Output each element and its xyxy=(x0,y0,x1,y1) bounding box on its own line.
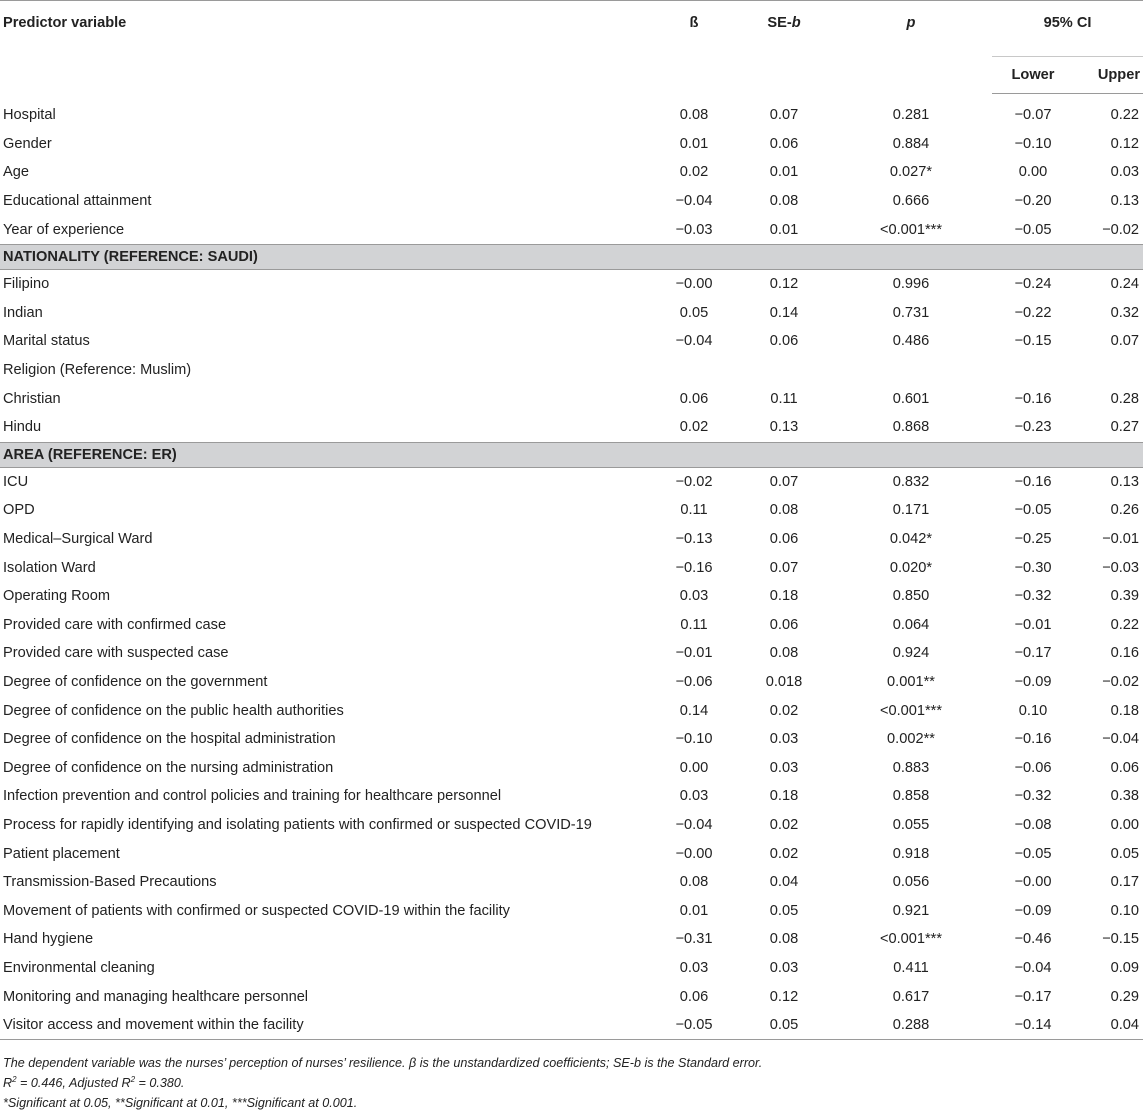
se-cell: 0.02 xyxy=(769,702,799,719)
predictor-cell: Hindu xyxy=(3,419,42,436)
se-cell: 0.18 xyxy=(769,588,799,605)
table-row xyxy=(0,413,1143,442)
ci-lower-cell: −0.20 xyxy=(1014,193,1052,210)
ci-upper-cell: 0.22 xyxy=(1110,616,1140,633)
p-value-cell: 0.883 xyxy=(892,759,930,776)
header-p xyxy=(830,1,992,94)
ci-lower-cell: −0.04 xyxy=(1014,959,1052,976)
ci-lower-cell: −0.10 xyxy=(1014,135,1052,152)
table-note-dependent: The dependent variable was the nurses’ perception of nurses’ resilience. β is the unstandardized coefficients; SE-b is the Standard error. xyxy=(3,1056,763,1070)
ci-lower-cell: −0.32 xyxy=(1014,788,1052,805)
table-row xyxy=(0,158,1143,187)
table-row xyxy=(0,639,1143,668)
predictor-cell: Age xyxy=(3,164,29,181)
ci-upper-cell: 0.27 xyxy=(1110,419,1140,436)
ci-lower-cell: −0.23 xyxy=(1014,419,1052,436)
table-row xyxy=(0,384,1143,413)
r2-end: = 0.380. xyxy=(135,1076,185,1090)
header-se-italic: b xyxy=(791,15,801,31)
ci-lower-cell: −0.22 xyxy=(1014,304,1052,321)
predictor-cell: ICU xyxy=(3,473,29,490)
header-predictor: Predictor variable xyxy=(0,1,650,94)
ci-upper-cell: 0.26 xyxy=(1110,502,1140,519)
table-row xyxy=(0,582,1143,611)
ci-lower-cell xyxy=(992,356,1074,385)
ci-upper-cell: 0.32 xyxy=(1110,304,1140,321)
header-ci: 95% CI xyxy=(992,1,1143,57)
r2-sup-adjusted: 2 xyxy=(130,1074,136,1084)
predictor-cell: Degree of confidence on the nursing administration xyxy=(3,759,334,776)
se-cell: 0.14 xyxy=(769,304,799,321)
ci-upper-cell: 0.16 xyxy=(1110,645,1140,662)
ci-lower-cell: −0.15 xyxy=(1014,333,1052,350)
ci-upper-cell: 0.09 xyxy=(1110,959,1140,976)
ci-upper-cell: 0.18 xyxy=(1110,702,1140,719)
ci-upper-cell: −0.04 xyxy=(1102,731,1140,748)
p-value-cell: <0.001*** xyxy=(879,931,943,948)
ci-upper-cell: 0.12 xyxy=(1110,135,1140,152)
ci-lower-cell: −0.32 xyxy=(1014,588,1052,605)
predictor-cell: Degree of confidence on the hospital administration xyxy=(3,731,336,748)
section-label: NATIONALITY (REFERENCE: SAUDI) xyxy=(0,244,1143,269)
predictor-cell: Filipino xyxy=(3,276,50,293)
table-row xyxy=(0,356,1143,385)
table-row xyxy=(0,868,1143,897)
p-value-cell: 0.666 xyxy=(892,193,930,210)
ci-lower-cell: −0.24 xyxy=(1014,276,1052,293)
beta-cell: 0.14 xyxy=(679,702,709,719)
se-cell: 0.08 xyxy=(769,931,799,948)
predictor-cell: Medical–Surgical Ward xyxy=(3,531,153,548)
predictor-cell: Operating Room xyxy=(3,588,111,605)
p-value-cell: 0.996 xyxy=(892,276,930,293)
predictor-cell: Gender xyxy=(3,135,52,152)
predictor-cell: OPD xyxy=(3,502,35,519)
se-cell: 0.07 xyxy=(769,107,799,124)
ci-lower-cell: 0.10 xyxy=(1018,702,1048,719)
ci-lower-cell: −0.16 xyxy=(1014,390,1052,407)
p-value-cell: 0.042* xyxy=(889,531,933,548)
table-row xyxy=(0,782,1143,811)
ci-upper-cell: 0.07 xyxy=(1110,333,1140,350)
header-lower: Lower xyxy=(992,57,1074,94)
beta-cell: 0.02 xyxy=(679,419,709,436)
predictor-cell: Visitor access and movement within the facility xyxy=(0,1011,650,1040)
p-value-cell: 0.601 xyxy=(892,390,930,407)
beta-cell: 0.03 xyxy=(679,588,709,605)
spacer-cell xyxy=(0,94,1143,102)
header-se-prefix: SE- xyxy=(767,15,792,31)
table-row xyxy=(0,725,1143,754)
beta-cell: 0.06 xyxy=(679,988,709,1005)
table-row xyxy=(0,954,1143,983)
se-cell: 0.03 xyxy=(769,731,799,748)
p-value-cell: 0.064 xyxy=(892,616,930,633)
ci-lower-cell: −0.01 xyxy=(1014,616,1052,633)
se-cell: 0.01 xyxy=(769,221,799,238)
p-value-cell: 0.288 xyxy=(830,1011,992,1040)
beta-cell: −0.04 xyxy=(675,816,713,833)
ci-lower-cell: −0.05 xyxy=(1014,221,1052,238)
ci-lower-cell: −0.07 xyxy=(1014,107,1052,124)
se-cell: 0.03 xyxy=(769,759,799,776)
table-row xyxy=(0,187,1143,216)
ci-upper-cell: 0.17 xyxy=(1110,874,1140,891)
se-cell: 0.07 xyxy=(769,559,799,576)
beta-cell: −0.00 xyxy=(675,845,713,862)
predictor-cell: Process for rapidly identifying and isolating patients with confirmed or suspected COVID-19 xyxy=(3,816,592,833)
ci-lower-cell: −0.16 xyxy=(1014,731,1052,748)
predictor-cell: Educational attainment xyxy=(3,193,152,210)
ci-lower-cell: −0.14 xyxy=(992,1011,1074,1040)
p-value-cell: 0.002** xyxy=(887,731,935,748)
table-note-r2 xyxy=(3,1076,184,1090)
beta-cell: 0.02 xyxy=(679,164,709,181)
ci-lower-cell: −0.17 xyxy=(1014,988,1052,1005)
predictor-cell: Religion (Reference: Muslim) xyxy=(3,362,192,379)
ci-upper-cell: 0.05 xyxy=(1110,845,1140,862)
predictor-cell: Hospital xyxy=(3,107,56,124)
predictor-cell: Monitoring and managing healthcare personnel xyxy=(3,988,309,1005)
beta-cell: 0.03 xyxy=(679,788,709,805)
ci-lower-cell: −0.46 xyxy=(1014,931,1052,948)
table-row xyxy=(0,299,1143,328)
p-value-cell: 0.020* xyxy=(889,559,933,576)
se-cell: 0.018 xyxy=(765,673,803,690)
se-cell: 0.11 xyxy=(770,390,798,407)
table-row xyxy=(0,1011,1143,1040)
ci-upper-cell: 0.38 xyxy=(1110,788,1140,805)
ci-upper-cell: 0.10 xyxy=(1110,902,1140,919)
ci-lower-cell: −0.08 xyxy=(1014,816,1052,833)
table-row xyxy=(0,215,1143,244)
beta-cell: −0.06 xyxy=(675,673,713,690)
p-value-cell xyxy=(830,356,992,385)
ci-lower-cell: −0.25 xyxy=(1014,531,1052,548)
ci-upper-cell: −0.02 xyxy=(1102,673,1140,690)
beta-cell: 0.05 xyxy=(679,304,709,321)
table-row xyxy=(0,269,1143,298)
se-cell: 0.12 xyxy=(769,276,799,293)
p-value-cell: 0.924 xyxy=(892,645,930,662)
ci-upper-cell: 0.13 xyxy=(1110,473,1140,490)
predictor-cell: Movement of patients with confirmed or suspected COVID-19 within the facility xyxy=(3,902,510,919)
section-row xyxy=(0,442,1143,467)
ci-lower-cell: −0.17 xyxy=(1014,645,1052,662)
p-value-cell: 0.411 xyxy=(893,959,929,976)
ci-upper-cell: 0.28 xyxy=(1110,390,1140,407)
predictor-cell: Christian xyxy=(3,390,61,407)
r2-mid: = 0.446, Adjusted R xyxy=(16,1076,131,1090)
predictor-cell: Provided care with confirmed case xyxy=(3,616,227,633)
section-label: AREA (REFERENCE: ER) xyxy=(0,442,1143,467)
ci-upper-cell: 0.00 xyxy=(1110,816,1140,833)
se-cell xyxy=(738,356,830,385)
p-value-cell: 0.868 xyxy=(892,419,930,436)
ci-lower-cell: −0.09 xyxy=(1014,673,1052,690)
beta-cell: −0.31 xyxy=(675,931,713,948)
beta-cell xyxy=(650,356,738,385)
r2-sup: 2 xyxy=(12,1074,17,1084)
p-value-cell: 0.001** xyxy=(887,673,935,690)
ci-upper-cell: 0.24 xyxy=(1110,276,1140,293)
predictor-cell: Degree of confidence on the government xyxy=(3,673,268,690)
se-cell: 0.06 xyxy=(769,333,799,350)
beta-cell: 0.01 xyxy=(679,902,709,919)
header-se xyxy=(738,1,830,94)
header-beta: ß xyxy=(650,1,738,94)
table-body xyxy=(0,94,1143,1040)
se-cell: 0.12 xyxy=(769,988,799,1005)
se-cell: 0.05 xyxy=(769,902,799,919)
ci-upper-cell: −0.15 xyxy=(1102,931,1140,948)
se-cell: 0.13 xyxy=(769,419,799,436)
table-header xyxy=(0,1,1143,94)
table-row xyxy=(0,982,1143,1011)
table-row xyxy=(0,327,1143,356)
ci-lower-cell: −0.00 xyxy=(1014,874,1052,891)
ci-upper-cell: 0.13 xyxy=(1110,193,1140,210)
se-cell: 0.18 xyxy=(769,788,799,805)
section-row xyxy=(0,244,1143,269)
p-value-cell: 0.832 xyxy=(892,473,930,490)
p-value-cell: 0.171 xyxy=(892,502,930,519)
beta-cell: 0.00 xyxy=(679,759,709,776)
p-value-cell: 0.027* xyxy=(889,164,933,181)
table-row xyxy=(0,753,1143,782)
se-cell: 0.06 xyxy=(769,531,799,548)
p-value-cell: 0.486 xyxy=(892,333,930,350)
p-value-cell: 0.850 xyxy=(892,588,930,605)
beta-cell: −0.03 xyxy=(675,221,713,238)
p-value-cell: 0.617 xyxy=(892,988,930,1005)
table-row xyxy=(0,696,1143,725)
table-row xyxy=(0,668,1143,697)
predictor-cell: Environmental cleaning xyxy=(3,959,155,976)
beta-cell: −0.04 xyxy=(675,193,713,210)
beta-cell: 0.11 xyxy=(680,616,708,633)
beta-cell: −0.00 xyxy=(675,276,713,293)
se-cell: 0.08 xyxy=(769,645,799,662)
predictor-cell: Provided care with suspected case xyxy=(3,645,229,662)
ci-lower-cell: 0.00 xyxy=(1018,164,1048,181)
beta-cell: −0.13 xyxy=(675,531,713,548)
ci-upper-cell: 0.29 xyxy=(1110,988,1140,1005)
beta-cell: 0.06 xyxy=(679,390,709,407)
beta-cell: 0.01 xyxy=(679,135,709,152)
ci-upper-cell: 0.22 xyxy=(1110,107,1140,124)
p-value-cell: 0.056 xyxy=(892,874,930,891)
p-value-cell: <0.001*** xyxy=(879,221,943,238)
table-row xyxy=(0,496,1143,525)
p-value-cell: 0.858 xyxy=(892,788,930,805)
p-value-cell: <0.001*** xyxy=(879,702,943,719)
se-cell: 0.04 xyxy=(769,874,799,891)
se-cell: 0.06 xyxy=(769,135,799,152)
se-cell: 0.03 xyxy=(769,959,799,976)
ci-lower-cell: −0.05 xyxy=(1014,502,1052,519)
ci-upper-cell: 0.39 xyxy=(1110,588,1140,605)
beta-cell: 0.08 xyxy=(679,874,709,891)
se-cell: 0.06 xyxy=(769,616,799,633)
ci-upper-cell: 0.03 xyxy=(1110,164,1140,181)
ci-upper-cell: 0.04 xyxy=(1074,1011,1143,1040)
predictor-cell: Hand hygiene xyxy=(3,931,94,948)
table-row xyxy=(0,130,1143,159)
ci-upper-cell: 0.06 xyxy=(1110,759,1140,776)
ci-upper-cell xyxy=(1074,356,1143,385)
predictor-cell: Indian xyxy=(3,304,43,321)
se-cell: 0.02 xyxy=(769,845,799,862)
ci-lower-cell: −0.16 xyxy=(1014,473,1052,490)
predictor-cell: Patient placement xyxy=(3,845,120,862)
ci-lower-cell: −0.06 xyxy=(1014,759,1052,776)
se-cell: 0.07 xyxy=(769,473,799,490)
se-cell: 0.08 xyxy=(769,502,799,519)
ci-lower-cell: −0.30 xyxy=(1014,559,1052,576)
ci-upper-cell: −0.03 xyxy=(1102,559,1140,576)
header-upper: Upper xyxy=(1074,57,1143,94)
predictor-cell: Isolation Ward xyxy=(3,559,96,576)
beta-cell: 0.03 xyxy=(679,959,709,976)
table-row xyxy=(0,839,1143,868)
se-cell: 0.01 xyxy=(769,164,799,181)
predictor-cell: Degree of confidence on the public health authorities xyxy=(3,702,344,719)
beta-cell: −0.04 xyxy=(675,333,713,350)
beta-cell: −0.10 xyxy=(675,731,713,748)
p-value-cell: 0.921 xyxy=(892,902,930,919)
ci-lower-cell: −0.05 xyxy=(1014,845,1052,862)
ci-lower-cell: −0.09 xyxy=(1014,902,1052,919)
beta-cell: −0.01 xyxy=(675,645,713,662)
ci-upper-cell: −0.01 xyxy=(1102,531,1140,548)
table-row xyxy=(0,611,1143,640)
beta-cell: −0.02 xyxy=(675,473,713,490)
header-p-italic: p xyxy=(906,15,916,31)
predictor-cell: Marital status xyxy=(3,333,90,350)
r2-prefix: R xyxy=(3,1076,13,1090)
beta-cell: 0.08 xyxy=(679,107,709,124)
table-row xyxy=(0,896,1143,925)
table-note-significance: *Significant at 0.05, **Significant at 0.01, ***Significant at 0.001. xyxy=(3,1096,358,1110)
predictor-cell: Infection prevention and control policies and training for healthcare personnel xyxy=(3,788,502,805)
spacer-row xyxy=(0,94,1143,102)
table-row xyxy=(0,553,1143,582)
p-value-cell: 0.918 xyxy=(892,845,930,862)
table-row xyxy=(0,811,1143,840)
table-row xyxy=(0,925,1143,954)
p-value-cell: 0.281 xyxy=(892,107,930,124)
beta-cell: −0.05 xyxy=(650,1011,738,1040)
beta-cell: −0.16 xyxy=(675,559,713,576)
p-value-cell: 0.055 xyxy=(892,816,930,833)
predictor-cell: Transmission-Based Precautions xyxy=(3,874,217,891)
table-row xyxy=(0,467,1143,496)
p-value-cell: 0.731 xyxy=(892,304,930,321)
ci-upper-cell: −0.02 xyxy=(1102,221,1140,238)
se-cell: 0.05 xyxy=(738,1011,830,1040)
se-cell: 0.02 xyxy=(769,816,799,833)
predictor-cell: Year of experience xyxy=(3,221,125,238)
beta-cell: 0.11 xyxy=(680,502,708,519)
table-row xyxy=(0,525,1143,554)
table-row xyxy=(0,101,1143,130)
se-cell: 0.08 xyxy=(769,193,799,210)
p-value-cell: 0.884 xyxy=(892,135,930,152)
